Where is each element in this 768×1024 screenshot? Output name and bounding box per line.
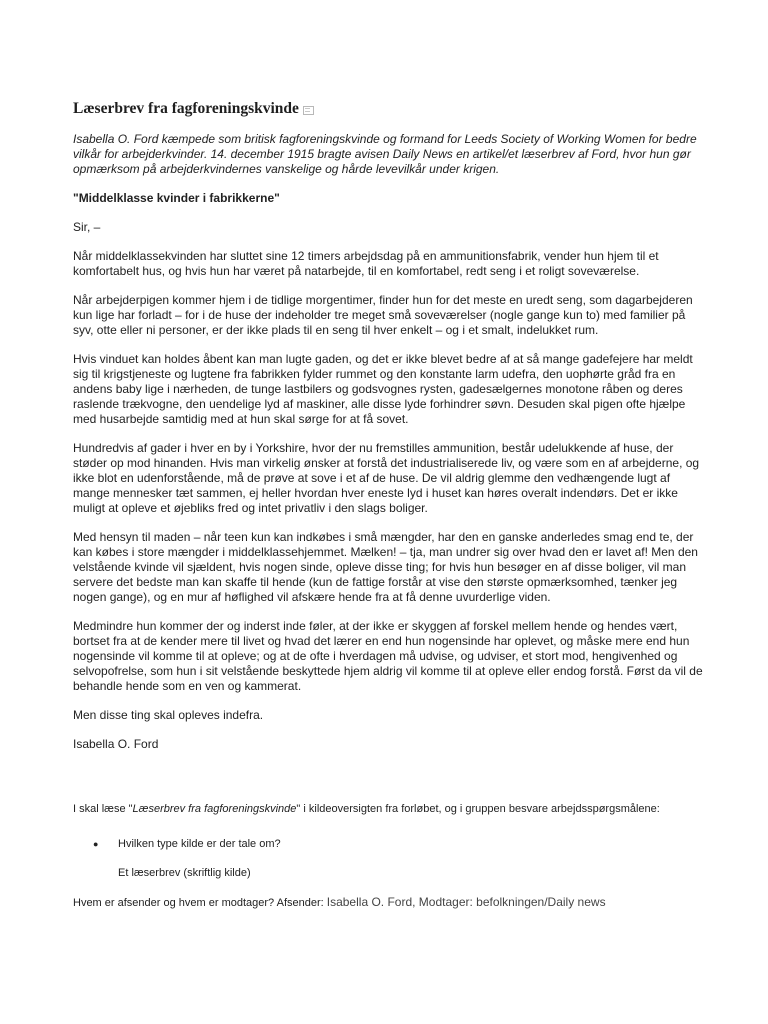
letter-paragraph: Hundredvis af gader i hver en by i Yorkshire, hvor der nu fremstilles ammunition, består udelukkende af huse, der støder op mod hinanden. Hvis man virkelig ønsker at forstå det industrialiserede liv, og være som en af arbejderne, og ikke blot en udenforstående, må de prøve at sove i et af de huse. De vil aldrig glemme den vedhængende lugt af mange mennesker tæt sammen, ej heller hvordan hver eneste lyd i huset kan høres overalt indendørs. Det er ikke muligt at opleve et øjebliks fred og intet privatliv i den slags boliger. <box>73 441 700 515</box>
letter-paragraph: Men disse ting skal opleves indefra. <box>73 708 264 722</box>
task-suffix: " i kildeoversigten fra forløbet, og i gruppen besvare arbejdsspørgsmålene: <box>296 803 660 815</box>
letter-heading: "Middelklasse kvinder i fabrikkerne" <box>73 191 280 205</box>
signature: Isabella O. Ford <box>73 737 159 751</box>
task-section <box>73 802 733 910</box>
salutation: Sir, – <box>73 220 101 234</box>
task-instruction <box>73 802 733 816</box>
question-1: Hvilken type kilde er der tale om? <box>118 838 281 850</box>
question-2: Hvem er afsender og hvem er modtager? Afsender: <box>73 897 324 909</box>
intro-paragraph: Isabella O. Ford kæmpede som britisk fagforeningskvinde og formand for Leeds Society of Working Women for bedre vilkår for arbejderkvinder. 14. december 1915 bragte avisen Daily News en artikel/et læserbrev af Ford, hvor hun gør opmærksom på arbejderkvindernes vanskelige og hårde levevilkår under krigen. <box>73 132 697 176</box>
question-2-row <box>73 895 733 910</box>
letter-paragraph: Med hensyn til maden – når teen kun kan indkøbes i små mængder, har den en ganske anderledes smag end te, der kan købes i store mængder i middelklassehjemmet. Mælken! – tja, man undrer sig over hvad den er lavet af! Men den velstående kvinde vil sjældent, hvis nogen sinde, opleve disse ting; for hvis hun besøger en af disse boliger, vil man servere det bedste man kan skaffe til hende (kun de fattige forstår at vise den største opmærksomhed, tænker jeg nogen gange), og en mur af høflighed vil afskære hende fra at få denne uvurderlige viden. <box>73 530 698 604</box>
task-prefix: I skal læse " <box>73 803 133 815</box>
question-bullet <box>73 837 733 851</box>
answer-1: Et læserbrev (skriftlig kilde) <box>118 867 251 879</box>
image-icon <box>303 106 314 115</box>
letter-paragraph: Medmindre hun kommer der og inderst inde føler, at der ikke er skyggen af forskel mellem hende og hendes vært, bortset fra at de kender mere til livet og hvad det lærer en end hun nogensinde har oplevet, og måske mere end hun nogensinde vil komme til at opleve; og at de ofte i hverdagen må udvise, og udviser, et stort mod, hengivenhed og selvopofrelse, som hun i sit velstående beskyttede hjem aldrig vil komme til at opleve eller endog forstå. Først da vil de behandle hende som en ven og kammerat. <box>73 619 703 693</box>
letter-content <box>73 100 703 766</box>
bullet-icon: ● <box>93 839 99 849</box>
task-title: Læserbrev fra fagforeningskvinde <box>132 803 297 815</box>
answer-2: Isabella O. Ford, Modtager: befolkningen/Daily news <box>326 895 606 909</box>
document-title <box>73 100 703 118</box>
letter-paragraph: Når middelklassekvinden har sluttet sine 12 timers arbejdsdag på en ammunitionsfabrik, vender hun hjem til et komfortabelt hus, og hvis hun har været på natarbejde, til en komfortabel, redt seng i et roligt soveværelse. <box>73 249 659 278</box>
document-title-text: Læserbrev fra fagforeningskvinde <box>73 100 299 117</box>
letter-paragraph: Når arbejderpigen kommer hjem i de tidlige morgentimer, finder hun for det meste en uredt seng, som dagarbejderen kun lige har forladt – for i de huse der indeholder tre meget små soveværelser (nogle gange kun to) med familier på syv, otte eller ni personer, er der ikke plads til en seng til hver enkelt – og i et smalt, indelukket rum. <box>73 293 693 337</box>
letter-paragraph: Hvis vinduet kan holdes åbent kan man lugte gaden, og det er ikke blevet bedre af at så mange gadefejere har meldt sig til krigstjeneste og lugtene fra fabrikken fylder rummet og den konstante larm udefra, den uophørte gråd fra en andens baby lige i nærheden, de tunge lastbilers og godsvognes rysten, gadesælgernes monotone råben og deres raslende trækvogne, den uendelige lyd af maskiner, alle disse lyde forhindrer søvn. Desuden skal pigen ofte hjælpe med husarbejde samtidig med at hun skal sørge for at få sovet. <box>73 352 693 426</box>
